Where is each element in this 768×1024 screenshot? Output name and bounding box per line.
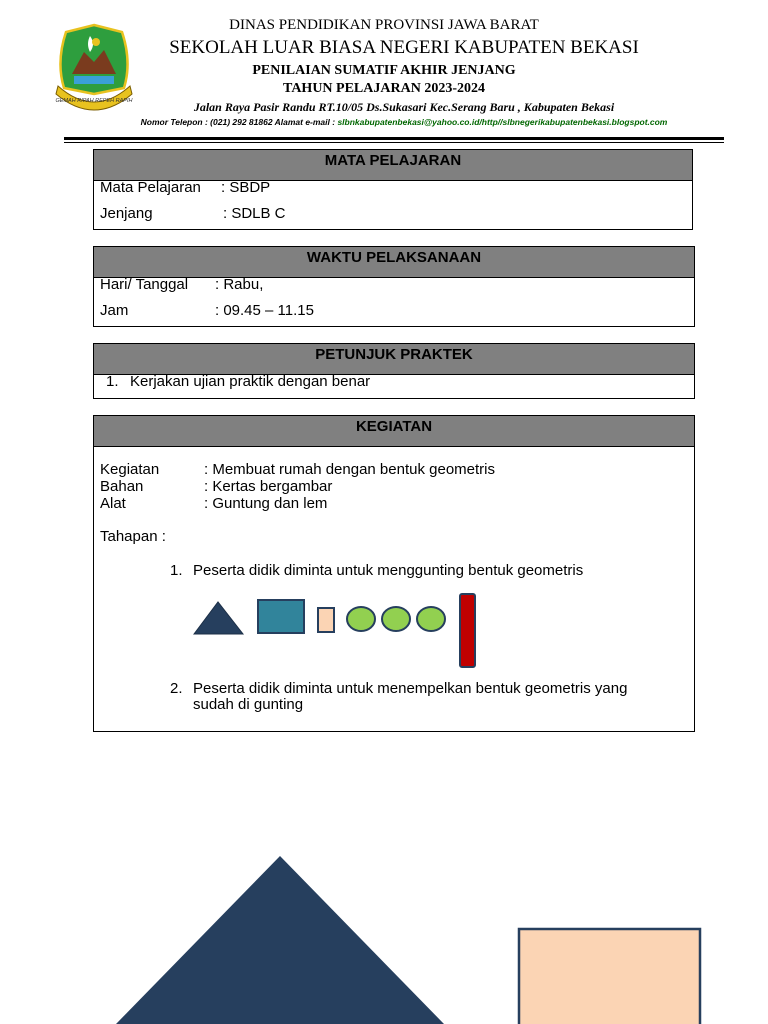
- svg-text:GEMAH RIPAH REPEH RAPIH: GEMAH RIPAH REPEH RAPIH: [55, 98, 133, 104]
- tools-value: : Guntung dan lem: [204, 495, 328, 512]
- time-value: : 09.45 – 11.15: [215, 302, 314, 319]
- large-shapes-area: [0, 840, 768, 1024]
- schedule-box: [93, 246, 695, 327]
- material-value: : Kertas bergambar: [204, 478, 333, 495]
- instruction-text: Kerjakan ujian praktik dengan benar: [130, 373, 371, 390]
- geometric-shapes-row: [192, 590, 482, 672]
- schedule-box-heading: WAKTU PELAKSANAAN: [94, 247, 694, 278]
- instruction-number: 1.: [106, 373, 119, 390]
- subject-box-heading: MATA PELAJARAN: [94, 150, 692, 181]
- letterhead-agency: DINAS PENDIDIKAN PROVINSI JAWA BARAT: [229, 17, 539, 33]
- level-value: : SDLB C: [223, 205, 286, 222]
- letterhead-address: Jalan Raya Pasir Randu RT.10/05 Ds.Sukasari Kec.Serang Baru , Kabupaten Bekasi: [193, 100, 615, 114]
- letterhead-divider-thick: [64, 137, 724, 140]
- letterhead-school-name: SEKOLAH LUAR BIASA NEGERI KABUPATEN BEKASI: [169, 37, 639, 58]
- steps-label: Tahapan :: [100, 528, 166, 545]
- shape-tall-rectangle: [460, 594, 475, 667]
- subject-label: Mata Pelajaran: [100, 179, 201, 196]
- shape-square: [258, 600, 304, 633]
- large-triangle: [116, 856, 444, 1024]
- large-peach-rectangle: [519, 929, 700, 1024]
- level-label: Jenjang: [100, 205, 153, 222]
- step-1-number: 1.: [170, 562, 183, 579]
- step-2-number: 2.: [170, 680, 183, 697]
- letterhead-divider-thin: [64, 142, 724, 143]
- activity-label: Kegiatan: [100, 461, 160, 478]
- shape-small-rectangle: [318, 608, 334, 632]
- shape-circle-2: [382, 607, 410, 631]
- subject-box: [93, 149, 693, 230]
- shape-circle-3: [417, 607, 445, 631]
- step-2-text: Peserta didik diminta untuk menempelkan bentuk geometris yang: [193, 680, 628, 697]
- day-date-value: : Rabu,: [215, 276, 264, 293]
- shape-circle-1: [347, 607, 375, 631]
- letterhead-contact: [20, 117, 768, 127]
- letterhead-school-year: TAHUN PELAJARAN 2023-2024: [283, 81, 485, 96]
- time-label: Jam: [100, 302, 129, 319]
- step-2-text-continued: sudah di gunting: [193, 696, 304, 713]
- subject-value: : SBDP: [221, 179, 271, 196]
- letterhead-assessment: PENILAIAN SUMATIF AKHIR JENJANG: [252, 63, 516, 78]
- step-1-text: Peserta didik diminta untuk menggunting bentuk geometris: [193, 562, 584, 579]
- tools-label: Alat: [100, 495, 126, 512]
- contact-phone-label: Nomor Telepon : (021) 292 81862 Alamat e-mail :: [140, 117, 338, 127]
- instructions-box: [93, 343, 695, 399]
- contact-email-link[interactable]: slbnkabupatenbekasi@yahoo.co.id/http//slbnegerikabupatenbekasi.blogspot.com: [337, 117, 668, 127]
- instructions-box-heading: PETUNJUK PRAKTEK: [94, 344, 694, 375]
- activity-value: : Membuat rumah dengan bentuk geometris: [204, 461, 495, 478]
- material-label: Bahan: [100, 478, 144, 495]
- activity-box: [93, 415, 695, 732]
- day-date-label: Hari/ Tanggal: [100, 276, 189, 293]
- shape-triangle: [194, 602, 243, 634]
- activity-box-heading: KEGIATAN: [94, 416, 694, 447]
